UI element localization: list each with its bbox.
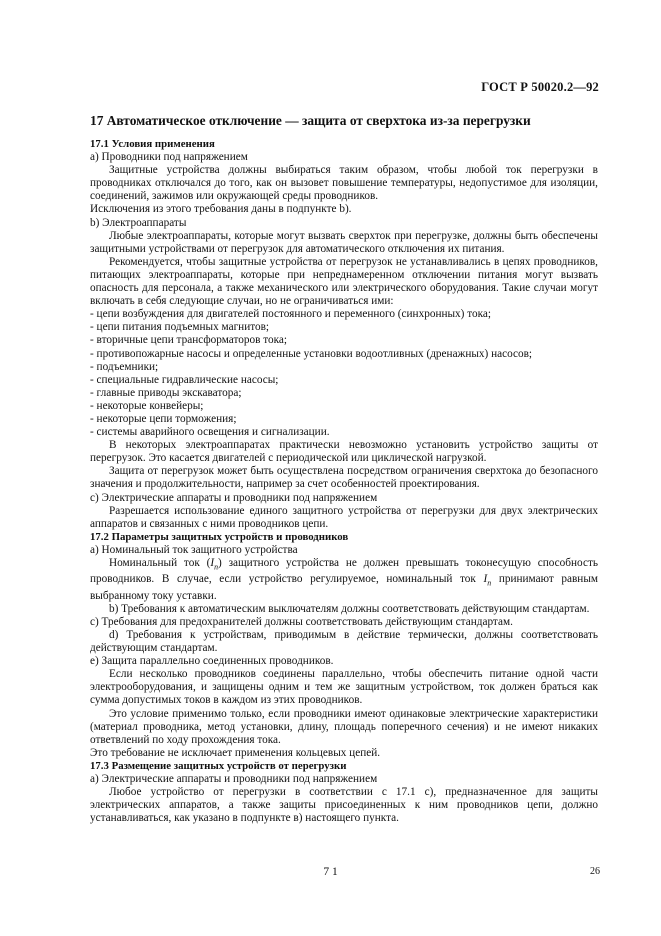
item-2a-text: Номинальный ток $(I_n)$ защитного устройства не должен превышать токонесущую способность проводников. В случае, если устройство регулируемое, номинальный ток $I_n$ принимают равным выбранному току уставки. xyxy=(90,557,598,602)
item-a-heading: а) Проводники под напряжением xyxy=(90,151,248,164)
item-2e-ring: Это требование не исключает применения кольцевых цепей. xyxy=(90,746,381,759)
item-c-heading: с) Электрические аппараты и проводники под напряжением xyxy=(90,491,378,504)
item-c-text: Разрешается использование единого защитного устройства от перегрузки для двух электрических аппаратов и связанных с ними проводников цепи. xyxy=(90,504,598,530)
subsection-17-1-heading: 17.1 Условия применения xyxy=(90,138,215,150)
list-item: - противопожарные насосы и определенные установки водоотливных (дренажных) насосов; xyxy=(90,347,533,360)
page-number-center: 7 1 xyxy=(323,866,338,878)
item-2e-text: Если несколько проводников соединены параллельно, чтобы обеспечить питание одной части электрооборудования, и защищены одним и тем же защитным устройством, ток должен браться как сумма допустимых токов в каждом из этих проводников. xyxy=(90,668,598,707)
item-2a-heading: а) Номинальный ток защитного устройства xyxy=(90,543,298,556)
item-2e-condition: Это условие применимо только, если проводники имеют одинаковые электрические характеристики (материал проводника, метод установки, длину, площадь поперечного сечения) и не имеют никаких ответвлений по ходу прохождения тока. xyxy=(90,707,598,746)
item-3a-heading: а) Электрические аппараты и проводники под напряжением xyxy=(90,773,378,785)
exception-list xyxy=(90,308,598,439)
list-item: - специальные гидравлические насосы; xyxy=(90,373,279,386)
recommendation-text: Рекомендуется, чтобы защитные устройства от перегрузок не устанавливались в цепях проводников, питающих электроаппараты, которые при непреднамеренном отключении питания могут вызвать опасность для персонала, а также механического или электрического оборудования. Такие случаи могут включать в себя следующие случаи, но не ограничиваться ими: xyxy=(90,255,598,308)
list-item: - главные приводы экскаватора; xyxy=(90,386,242,399)
item-2d-text: d) Требования к устройствам, приводимым в действие термически, должны соответствовать действующим стандартам. xyxy=(90,628,598,655)
section-title: 17 Автоматическое отключение — защита от сверхтока из-за перегрузки xyxy=(90,113,531,128)
item-2e-heading: е) Защита параллельно соединенных проводников. xyxy=(90,655,334,668)
item-b-text: Любые электроаппараты, которые могут вызвать сверхток при перегрузке, должны быть обеспечены защитными устройствами от перегрузок для автоматического отключения их питания. xyxy=(90,229,598,255)
list-item: - цепи возбуждения для двигателей постоянного и переменного (синхронных) тока; xyxy=(90,308,492,321)
list-item: - подъемники; xyxy=(90,360,159,373)
item-a-exceptions: Исключения из этого требования даны в подпункте b). xyxy=(90,203,352,216)
document-code: ГОСТ Р 50020.2—92 xyxy=(481,80,599,94)
item-2b-text: b) Требования к автоматическим выключателям должны соответствовать действующим стандартам. xyxy=(109,602,590,615)
item-a-text: Защитные устройства должны выбираться таким образом, чтобы любой ток перегрузки в проводниках отключался до того, как он вызовет повышение температуры, недопустимое для изоляции, соединений, зажимов или окружающей среды проводников. xyxy=(90,164,598,203)
protection-text: Защита от перегрузок может быть осуществлена посредством ограничения сверхтока до безопасного значения и продолжительности, например за счет особенностей проектирования. xyxy=(90,465,598,491)
body-text xyxy=(90,138,598,825)
item-b-heading: b) Электроаппараты xyxy=(90,216,187,229)
list-item: - некоторые цепи торможения; xyxy=(90,412,237,425)
impossible-text: В некоторых электроаппаратах практически невозможно установить устройство защиты от перегрузок. Это касается двигателей с периодической или циклической нагрузкой. xyxy=(90,439,598,465)
list-item: - некоторые конвейеры; xyxy=(90,399,204,412)
page-number-right: 26 xyxy=(590,866,600,877)
item-3a-text: Любое устройство от перегрузки в соответствии с 17.1 с), предназначенное для защиты электрических аппаратов, а также защиты присоединенных к ним проводников цепи, должно устанавливаться, как указано в подпункте в) настоящего пункта. xyxy=(90,786,598,825)
item-2c-text: с) Требования для предохранителей должны соответствовать действующим стандартам. xyxy=(90,615,513,628)
subsection-17-2-heading: 17.2 Параметры защитных устройств и проводников xyxy=(90,530,349,543)
list-item: - вторичные цепи трансформаторов тока; xyxy=(90,334,288,347)
list-item: - цепи питания подъемных магнитов; xyxy=(90,321,270,334)
subsection-17-3-heading: 17.3 Размещение защитных устройств от перегрузки xyxy=(90,759,347,772)
list-item: - системы аварийного освещения и сигнализации. xyxy=(90,426,330,439)
